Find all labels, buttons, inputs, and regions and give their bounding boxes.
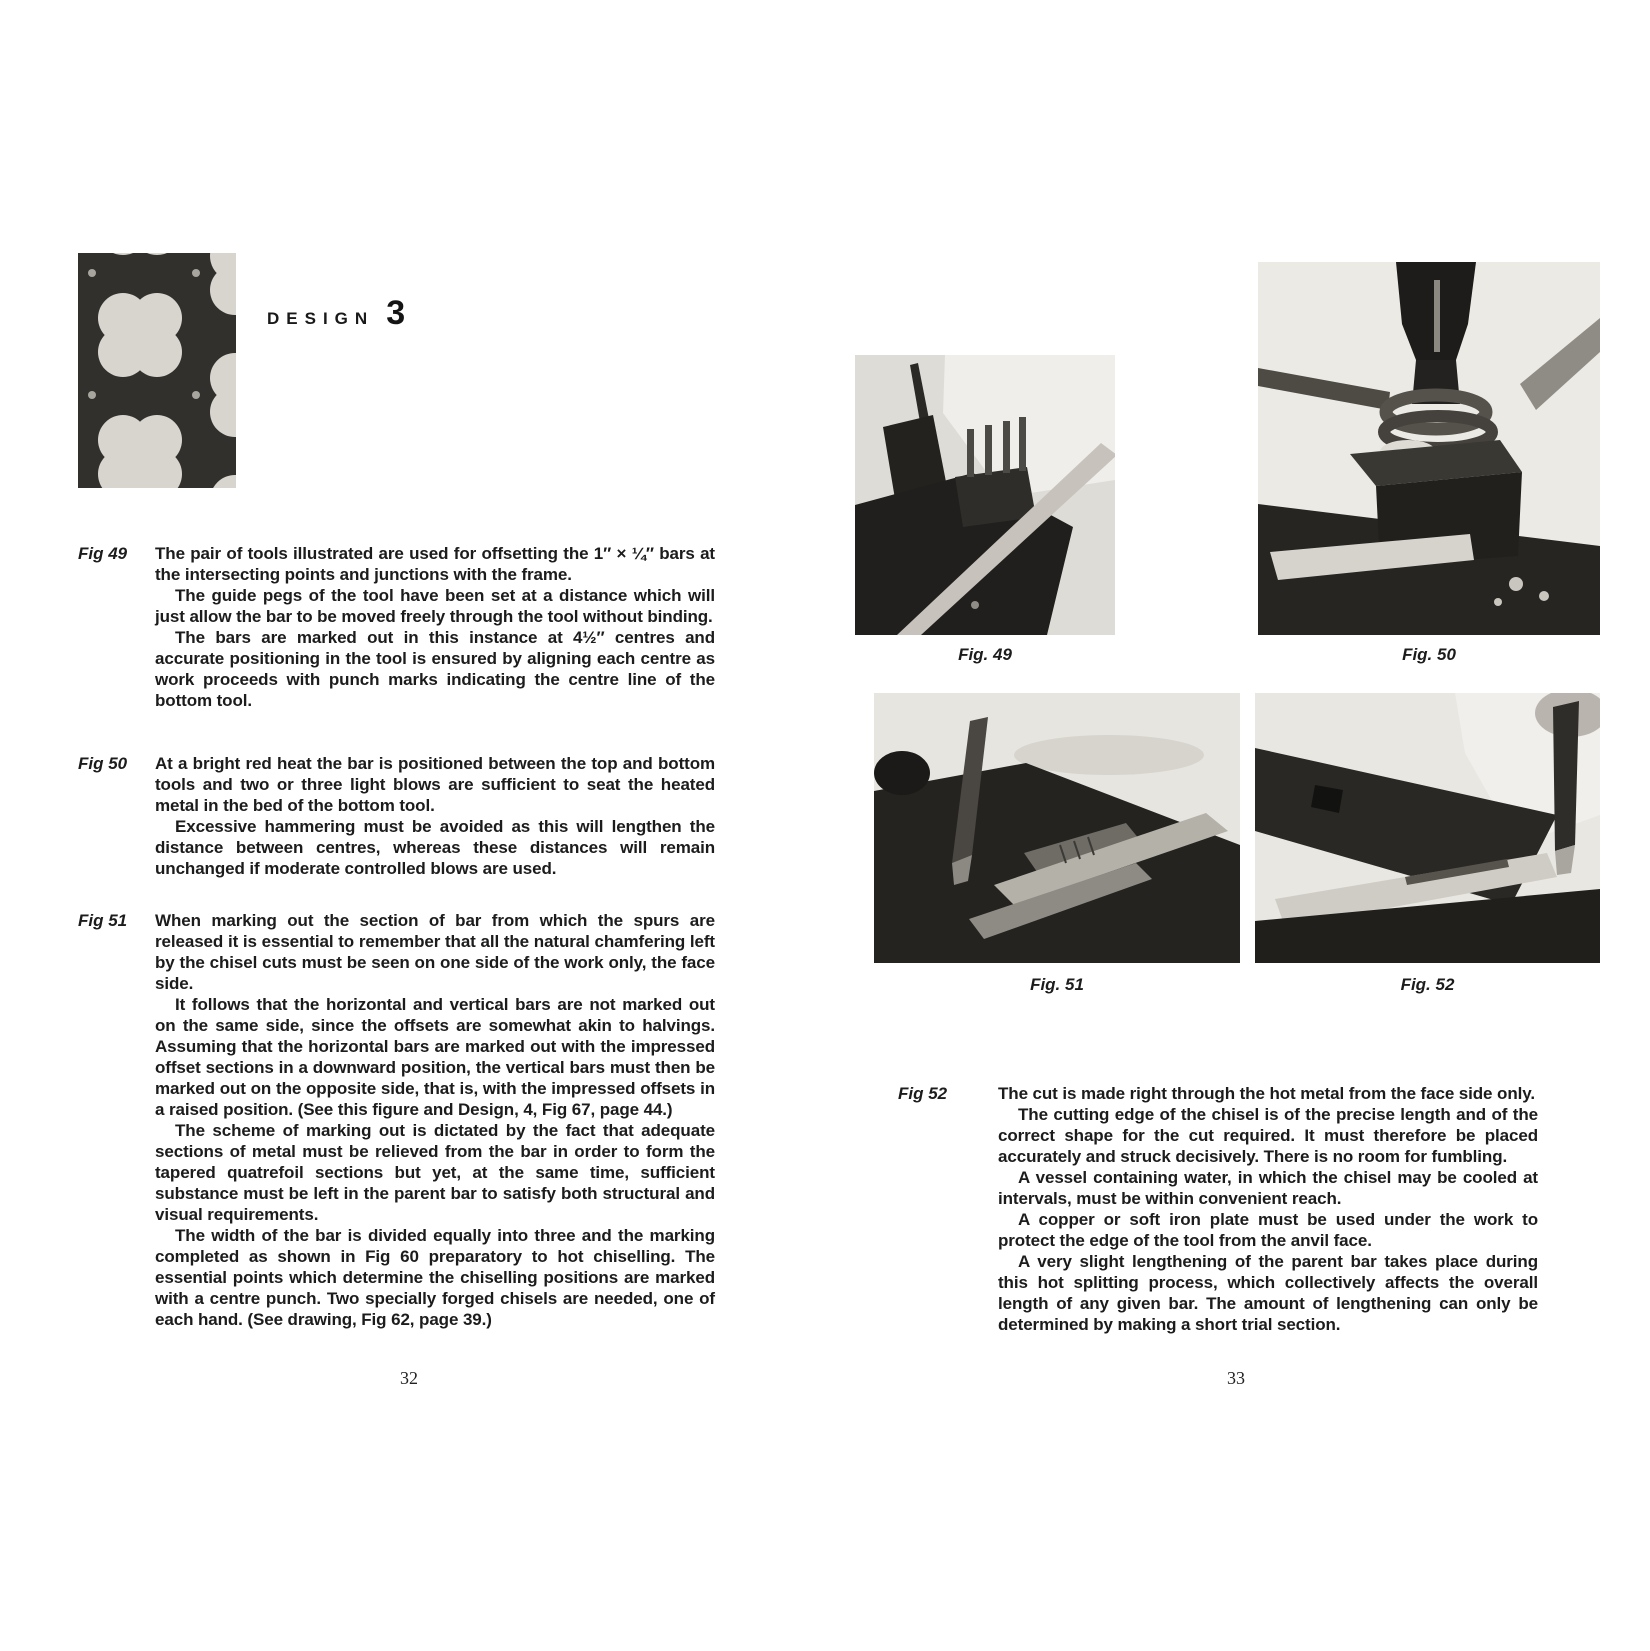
fig-49-margin-label: Fig 49 [78, 544, 128, 563]
paragraph: The cutting edge of the chisel is of the precise length and of the correct shape for the cut required. It must therefore be placed accurately and struck decisively. There is no room for fumbling. [998, 1105, 1538, 1166]
fig-50-caption: Fig. 50 [1402, 645, 1456, 664]
paragraph: The bars are marked out in this instance at 4½″ centres and accurate positioning in the tool is ensured by aligning each centre as work proceeds with punch marks indicating the centre line of the bottom tool. [155, 628, 715, 710]
fig-51-photo-illustration [874, 693, 1240, 963]
paragraph: A copper or soft iron plate must be used under the work to protect the edge of the tool from the anvil face. [998, 1210, 1538, 1250]
paragraph: When marking out the section of bar from which the spurs are released it is essential to remember that all the natural chamfering left by the chisel cuts must be seen on one side of the work only, the face side. [155, 911, 715, 993]
fig-49-text [155, 543, 715, 711]
fig-52-photo [1255, 693, 1600, 963]
fig-49-photo [855, 355, 1115, 635]
fig-51-text [155, 910, 715, 1330]
paragraph: A vessel containing water, in which the chisel may be cooled at intervals, must be within convenient reach. [998, 1168, 1538, 1208]
paragraph: It follows that the horizontal and vertical bars are not marked out on the same side, since the offsets are somewhat akin to halvings. Assuming that the horizontal bars are marked out with the impressed offset sections in a downward position, the vertical bars must then be marked out on the opposite side, that is, with the impressed offsets in a raised position. (See this figure and Design, 4, Fig 67, page 44.) [155, 995, 715, 1119]
page-number-right: 33 [1227, 1368, 1245, 1388]
paragraph: The pair of tools illustrated are used for offsetting the 1″ × ¼″ bars at the intersecting points and junctions with the frame. [155, 544, 715, 584]
paragraph: The guide pegs of the tool have been set at a distance which will just allow the bar to be moved freely through the tool without binding. [155, 586, 715, 626]
design-pattern-photo [78, 253, 236, 488]
fig-49-photo-illustration [855, 355, 1115, 635]
fig-52-caption: Fig. 52 [1400, 975, 1455, 994]
page-number-left: 32 [400, 1368, 418, 1388]
fig-51-photo [874, 693, 1240, 963]
fig-49-caption: Fig. 49 [958, 645, 1012, 664]
fig-52-photo-illustration [1255, 693, 1600, 963]
paragraph: The width of the bar is divided equally into three and the marking completed as shown in Fig 60 preparatory to hot chiselling. The essential points which determine the chiselling positions are marked with a centre punch. Two specially forged chisels are needed, one of each hand. (See drawing, Fig 62, page 39.) [155, 1226, 715, 1329]
design-heading [267, 296, 405, 330]
fig-50-text [155, 753, 715, 879]
fig-50-margin-label: Fig 50 [78, 754, 128, 773]
paragraph: At a bright red heat the bar is positioned between the top and bottom tools and two or three light blows are sufficient to seat the heated metal in the bed of the bottom tool. [155, 754, 715, 815]
fig-51-margin-label: Fig 51 [78, 911, 128, 930]
fig-52-margin-label: Fig 52 [898, 1084, 948, 1103]
section-fig-50 [78, 753, 715, 879]
paragraph: The cut is made right through the hot metal from the face side only. [998, 1084, 1535, 1103]
paragraph: The scheme of marking out is dictated by the fact that adequate sections of metal must be relieved from the bar in order to form the tapered quatrefoil sections but yet, at the same time, sufficient substance must be left in the parent bar to satisfy both structural and visual requirements. [155, 1121, 715, 1224]
fig-50-photo-illustration [1258, 262, 1600, 635]
fig-52-text [998, 1083, 1538, 1335]
design-label: DESIGN [267, 309, 375, 328]
section-fig-51 [78, 910, 715, 1330]
fig-51-caption: Fig. 51 [1030, 975, 1084, 994]
section-fig-52 [898, 1083, 1538, 1335]
paragraph: A very slight lengthening of the parent bar takes place during this hot splitting process, which collectively affects the overall length of any given bar. The amount of lengthening can only be determined by making a short trial section. [998, 1252, 1538, 1334]
design-number: 3 [386, 294, 406, 332]
paragraph: Excessive hammering must be avoided as this will lengthen the distance between centres, whereas these distances will remain unchanged if moderate controlled blows are used. [155, 817, 715, 878]
section-fig-49 [78, 543, 715, 711]
fig-50-photo [1258, 262, 1600, 635]
quatrefoil-ornament-illustration [78, 253, 236, 488]
